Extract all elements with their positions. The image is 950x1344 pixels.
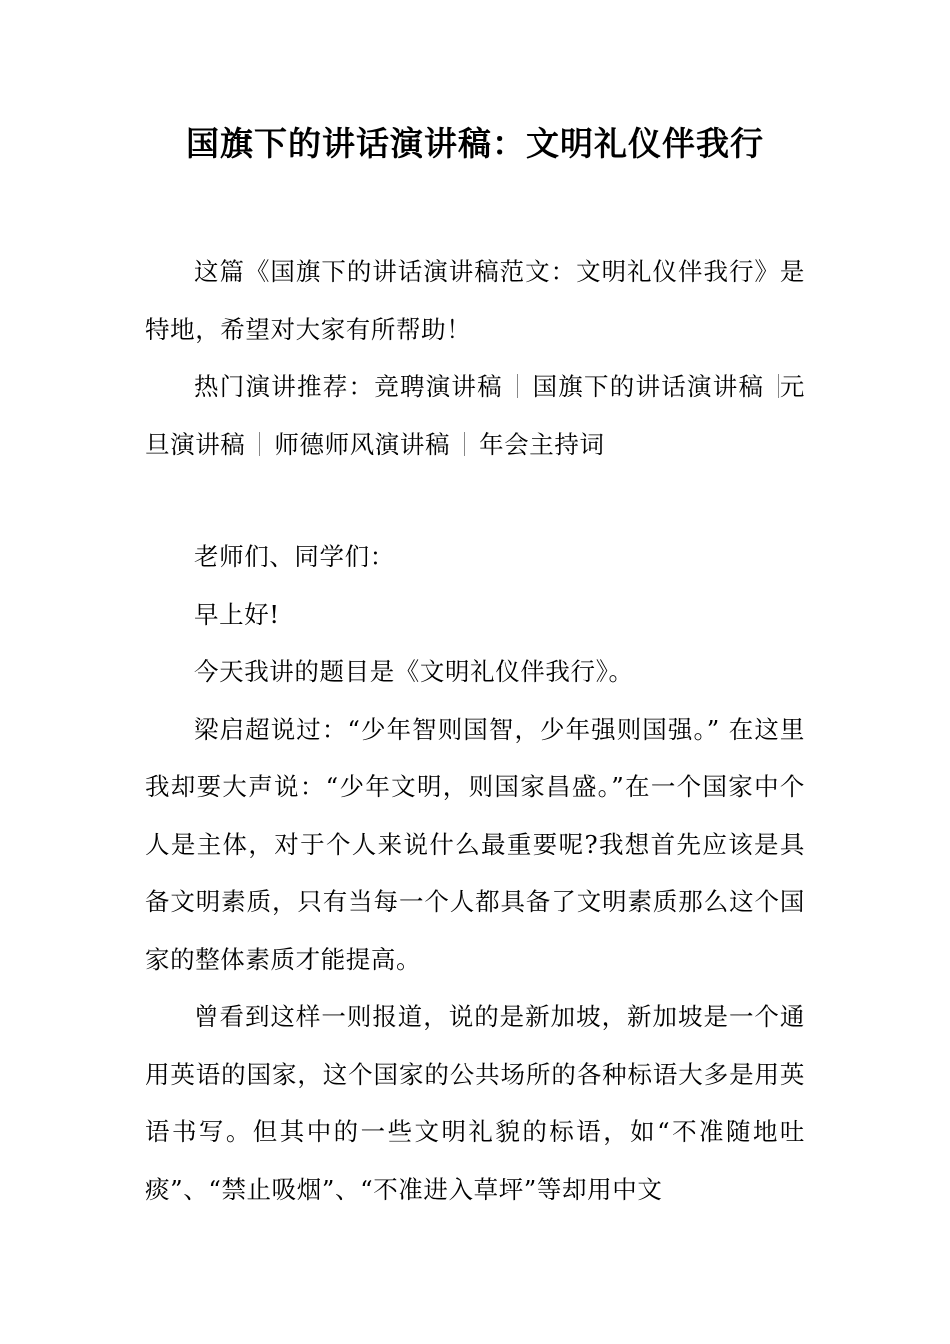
document-title: 国旗下的讲话演讲稿：文明礼仪伴我行: [186, 124, 764, 163]
topic-paragraph: 今天我讲的题目是《文明礼仪伴我行》。: [194, 657, 634, 686]
greeting-paragraph: 老师们、同学们：: [194, 542, 395, 571]
separator: [517, 374, 518, 398]
hot-link-4[interactable]: 师德师风演讲稿: [274, 429, 451, 459]
hot-label: 热门演讲推荐：: [194, 372, 375, 401]
hot-link-3[interactable]: 元旦演讲稿: [145, 372, 805, 459]
separator: [259, 432, 260, 456]
intro-section: [145, 243, 805, 473]
body-paragraph-2: 曾看到这样一则报道，说的是新加坡，新加坡是一个通用英语的国家，这个国家的公共场所的各种标语大多是用英语书写。但其中的一些文明礼貌的标语，如“不准随地吐痰”、“禁止吸烟”、“不准进入草坪”等却用中文: [145, 1002, 805, 1204]
hot-link-2[interactable]: 国旗下的讲话演讲稿: [531, 372, 765, 401]
speech-body: [145, 528, 805, 1218]
morning-paragraph: 早上好!: [194, 599, 280, 629]
hot-recommendations: [145, 358, 805, 473]
intro-paragraph: 这篇《国旗下的讲话演讲稿范文：文明礼仪伴我行》是特地，希望对大家有所帮助！: [145, 257, 805, 344]
hot-link-1[interactable]: 竞聘演讲稿: [374, 372, 503, 401]
separator: [464, 432, 465, 456]
hot-link-5[interactable]: 年会主持词: [479, 429, 605, 459]
body-paragraph-1: 梁启超说过：“少年智则国智，少年强则国强。” 在这里我却要大声说：“少年文明，则国家昌盛。”在一个国家中个人是主体，对于个人来说什么最重要呢?我想首先应该是具备文明素质，只有当每一个人都具备了文明素质那么这个国家的整体素质才能提高。: [145, 714, 805, 974]
